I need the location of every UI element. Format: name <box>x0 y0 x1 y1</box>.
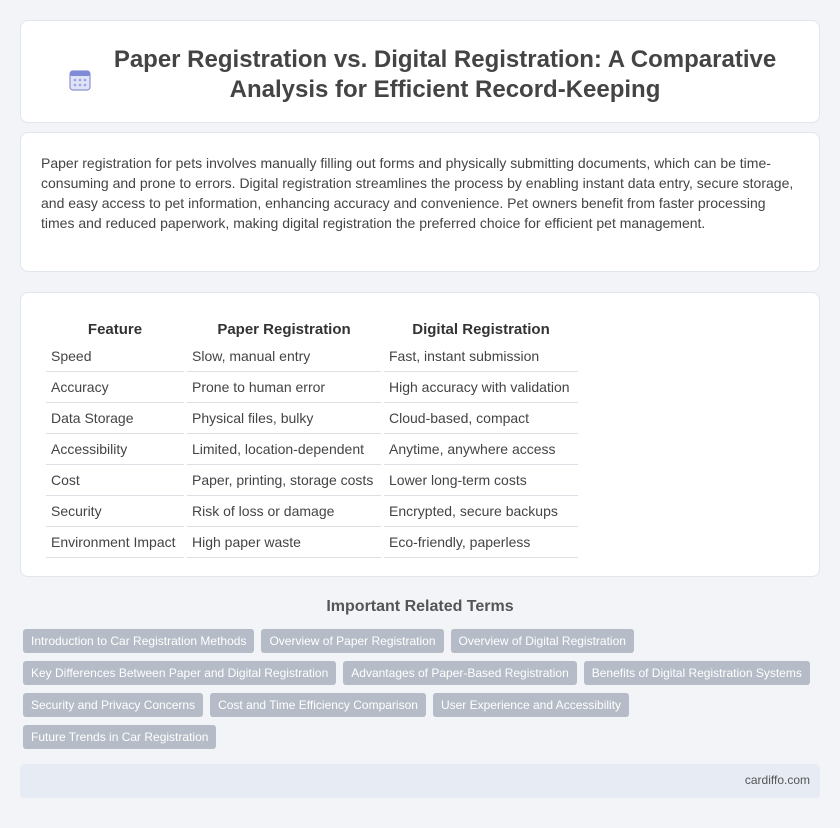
feature-cell: Data Storage <box>46 403 184 434</box>
summary-paragraph: Paper registration for pets involves manually filling out forms and physically submitting documents, which can be time-consuming and prone to errors. Digital registration streamlines the process by enabling instant data entry, secure storage, and easy access to pet information, enhancing accuracy and convenience. Pet owners benefit from faster processing times and reduced paperwork, making digital registration the preferred choice for efficient pet management. <box>41 155 794 231</box>
related-term-tag[interactable]: Key Differences Between Paper and Digital Registration <box>23 661 336 685</box>
footer <box>20 764 820 798</box>
related-term-tag[interactable]: Introduction to Car Registration Methods <box>23 629 254 653</box>
feature-cell: Cost <box>46 465 184 496</box>
header-digital: Digital Registration <box>412 321 550 338</box>
related-term-tag[interactable]: User Experience and Accessibility <box>433 693 629 717</box>
table-header-row <box>46 313 578 341</box>
digital-cell: Fast, instant submission <box>384 341 578 372</box>
digital-cell: Cloud-based, compact <box>384 403 578 434</box>
related-terms-heading: Important Related Terms <box>326 598 514 615</box>
paper-cell: High paper waste <box>187 527 381 558</box>
related-term-tag[interactable]: Overview of Digital Registration <box>451 629 634 653</box>
paper-cell: Paper, printing, storage costs <box>187 465 381 496</box>
digital-cell: High accuracy with validation <box>384 372 578 403</box>
comparison-table <box>43 313 581 558</box>
table-row <box>46 527 578 558</box>
table-row <box>46 434 578 465</box>
table-row <box>46 403 578 434</box>
digital-cell: Eco-friendly, paperless <box>384 527 578 558</box>
digital-cell: Anytime, anywhere access <box>384 434 578 465</box>
related-term-tag[interactable]: Advantages of Paper-Based Registration <box>343 661 576 685</box>
feature-cell: Environment Impact <box>46 527 184 558</box>
feature-cell: Speed <box>46 341 184 372</box>
paper-cell: Risk of loss or damage <box>187 496 381 527</box>
related-terms-list <box>23 629 823 749</box>
title-card <box>20 20 820 123</box>
related-term-tag[interactable]: Cost and Time Efficiency Comparison <box>210 693 426 717</box>
paper-cell: Slow, manual entry <box>187 341 381 372</box>
related-term-tag[interactable]: Benefits of Digital Registration Systems <box>584 661 810 685</box>
related-term-tag[interactable]: Future Trends in Car Registration <box>23 725 216 749</box>
digital-cell: Lower long-term costs <box>384 465 578 496</box>
paper-cell: Limited, location-dependent <box>187 434 381 465</box>
table-row <box>46 465 578 496</box>
table-row <box>46 372 578 403</box>
footer-site-link[interactable]: cardiffo.com <box>744 773 810 787</box>
page-title: Paper Registration vs. Digital Registration: A Comparative Analysis for Efficient Record-Keeping <box>113 46 777 103</box>
comparison-card <box>20 292 820 577</box>
header-feature: Feature <box>87 321 143 338</box>
table-row <box>46 496 578 527</box>
summary-card <box>20 132 820 272</box>
paper-cell: Physical files, bulky <box>187 403 381 434</box>
digital-cell: Encrypted, secure backups <box>384 496 578 527</box>
header-paper: Paper Registration <box>217 321 351 338</box>
related-term-tag[interactable]: Overview of Paper Registration <box>261 629 443 653</box>
feature-cell: Accuracy <box>46 372 184 403</box>
table-row <box>46 341 578 372</box>
feature-cell: Accessibility <box>46 434 184 465</box>
related-term-tag[interactable]: Security and Privacy Concerns <box>23 693 203 717</box>
paper-cell: Prone to human error <box>187 372 381 403</box>
feature-cell: Security <box>46 496 184 527</box>
